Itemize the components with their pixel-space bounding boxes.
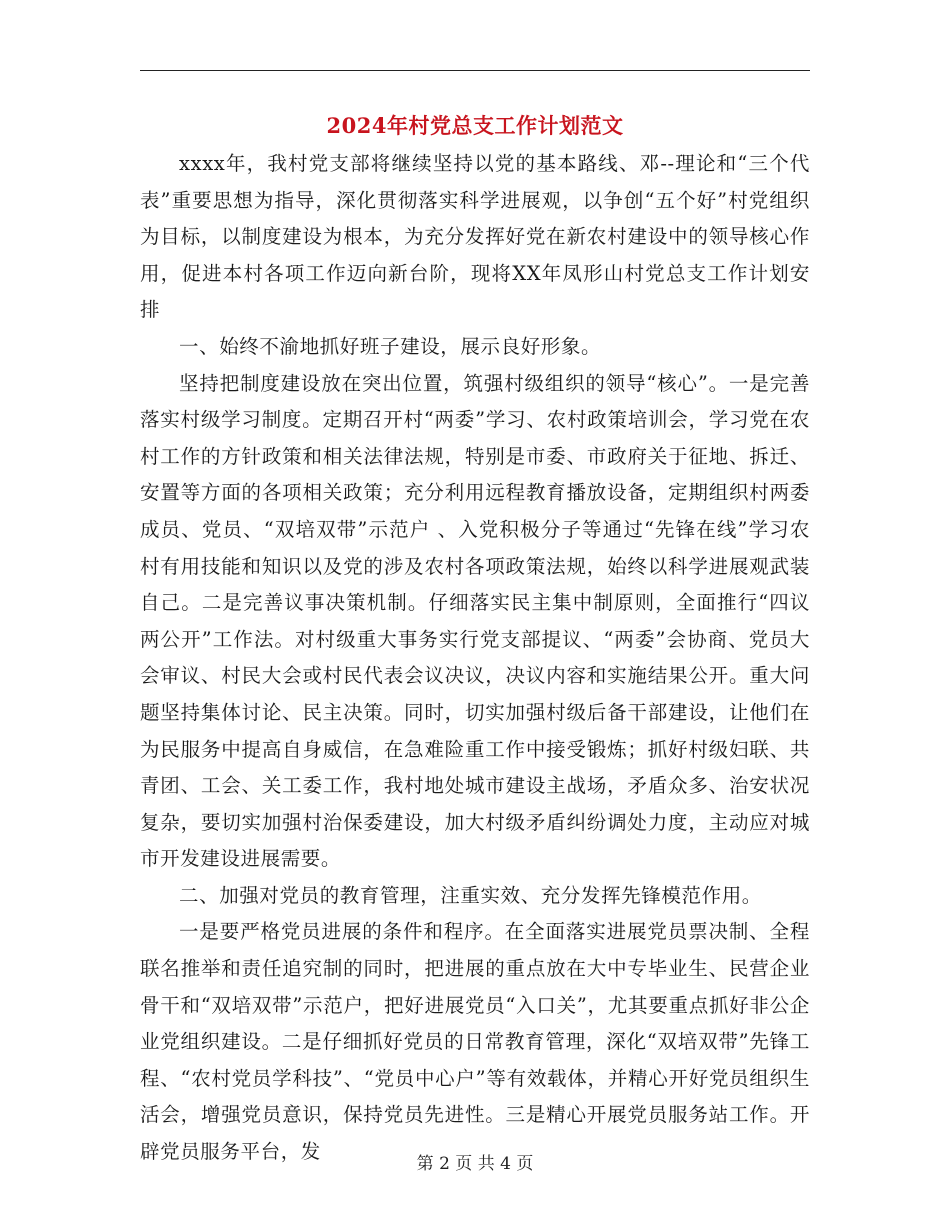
header-rule	[140, 70, 810, 71]
section-2-paragraph: 一是要严格党员进展的条件和程序。在全面落实进展党员票决制、全程联名推举和责任追究制的同时，把进展的重点放在大中专毕业生、民营企业骨干和“双培双带”示范户，把好进展党员“入口关”，尤其要重点抓好非公企业党组织建设。二是仔细抓好党员的日常教育管理，深化“双培双带”先锋工程、“农村党员学科技”、“党员中心户”等有效载体，并精心开好党员组织生活会，增强党员意识，保持党员先进性。三是精心开展党员服务站工作。开辟党员服务平台，发	[140, 920, 810, 1164]
section-heading-1: 一、始终不渝地抓好班子建设，展示良好形象。	[179, 334, 602, 358]
intro-paragraph: xxxx年，我村党支部将继续坚持以党的基本路线、邓--理论和“三个代表”重要思想为指导，深化贯彻落实科学进展观，以争创“五个好”村党组织为目标，以制度建设为根本，为充分发挥好党在新农村建设中的领导核心作用，促进本村各项工作迈向新台阶，现将XX年凤形山村党总支工作计划安排	[140, 152, 810, 322]
document-title: 2024年村党总支工作计划范文	[326, 113, 624, 138]
section-1-paragraph: 坚持把制度建设放在突出位置，筑强村级组织的领导“核心”。一是完善落实村级学习制度。定期召开村“两委”学习、农村政策培训会，学习党在农村工作的方针政策和相关法律法规，特别是市委、市政府关于征地、拆迁、安置等方面的各项相关政策；充分利用远程教育播放设备，定期组织村两委成员、党员、“双培双带”示范户 、入党积极分子等通过“先锋在线”学习农村有用技能和知识以及党的涉及农村各项政策法规，始终以科学进展观武装自己。二是完善议事决策机制。仔细落实民主集中制原则，全面推行“四议两公开”工作法。对村级重大事务实行党支部提议、“两委”会协商、党员大会审议、村民大会或村民代表会议决议，决议内容和实施结果公开。重大问题坚持集体讨论、民主决策。同时，切实加强村级后备干部建设，让他们在为民服务中提高自身威信，在急难险重工作中接受锻炼；抓好村级妇联、共青团、工会、关工委工作，我村地处城市建设主战场，矛盾众多、治安状况复杂，要切实加强村治保委建设，加大村级矛盾纠纷调处力度，主动应对城市开发建设进展需要。	[140, 371, 810, 871]
page-number-footer: 第 2 页 共 4 页	[416, 1154, 534, 1174]
section-heading-2: 二、加强对党员的教育管理，注重实效、充分发挥先锋模范作用。	[179, 883, 762, 907]
document-body	[140, 146, 810, 1171]
